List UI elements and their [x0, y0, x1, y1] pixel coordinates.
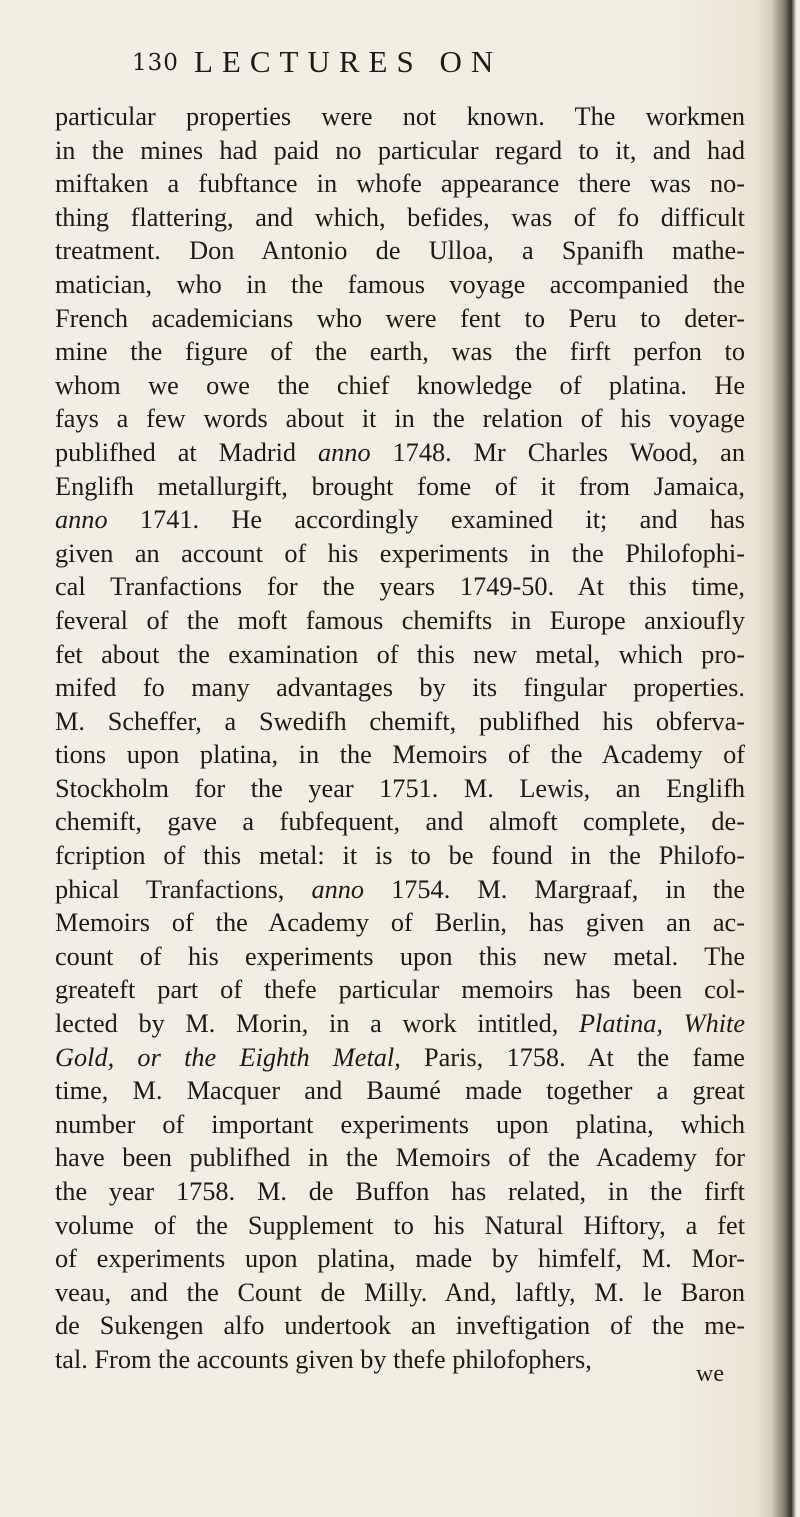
- italic-text: Platina, White: [578, 1009, 745, 1039]
- text-line: [55, 1074, 745, 1108]
- text-segment: fcription of this metal: it is to be found in the Philofo-: [55, 841, 745, 871]
- text-segment: particular properties were not known. The workmen: [55, 102, 745, 131]
- text-line: [55, 1209, 745, 1243]
- text-segment: count of his experiments upon this new metal. The: [55, 941, 745, 971]
- text-segment: publifhed at Madrid: [55, 437, 318, 467]
- text-segment: the year 1758. M. de Buffon has related, in the firft: [55, 1177, 745, 1206]
- text-line: [55, 671, 745, 705]
- text-segment: 1741. He accordingly examined it; and has: [107, 505, 745, 535]
- italic-text: anno: [311, 874, 365, 904]
- text-segment: M. Scheffer, a Swedifh chemift, publifhed his obferva-: [55, 706, 745, 736]
- text-segment: matician, who in the famous voyage accompanied the: [55, 269, 745, 299]
- text-line: [55, 537, 745, 571]
- text-line: [55, 335, 745, 369]
- text-line: [55, 503, 745, 537]
- text-segment: Stockholm for the year 1751. M. Lewis, an Englifh: [55, 773, 745, 803]
- page-number: 130: [132, 50, 179, 76]
- text-line: [55, 570, 745, 604]
- running-title: LECTURES ON: [194, 44, 503, 79]
- text-line: [55, 1175, 745, 1209]
- text-line: [55, 772, 745, 806]
- text-segment: have been publifhed in the Memoirs of the Academy for: [55, 1143, 745, 1173]
- text-segment: miftaken a fubftance in whofe appearance there was no-: [55, 169, 745, 199]
- text-line: [55, 638, 745, 672]
- text-line: [55, 1007, 745, 1041]
- text-line: [55, 402, 745, 436]
- text-line: [55, 805, 745, 839]
- text-segment: 1754. M. Margraaf, in the: [364, 874, 745, 904]
- text-segment: mifed fo many advantages by its fingular properties.: [55, 673, 745, 703]
- text-line: [55, 1108, 745, 1142]
- text-segment: fet about the examination of this new metal, which pro-: [55, 639, 745, 669]
- italic-text: Gold, or the Eighth Metal,: [55, 1042, 401, 1072]
- text-line: [55, 234, 745, 268]
- catchword: we: [696, 1361, 724, 1387]
- text-segment: veau, and the Count de Milly. And, laftly, M. le Baron: [55, 1277, 745, 1307]
- text-line: [55, 940, 745, 974]
- text-line: [55, 436, 745, 470]
- text-line: [55, 167, 745, 201]
- text-line: [55, 470, 745, 504]
- text-line: [55, 1343, 745, 1377]
- text-segment: French academicians who were fent to Peru to deter-: [55, 303, 745, 333]
- page-header: [132, 44, 652, 84]
- text-segment: chemift, gave a fubfequent, and almoft complete, de-: [55, 807, 745, 837]
- text-segment: in the mines had paid no particular regard to it, and had: [55, 135, 745, 165]
- text-segment: Paris, 1758. At the fame: [400, 1042, 745, 1072]
- text-segment: tal. From the accounts given by thefe philofophers,: [55, 1344, 592, 1374]
- text-segment: volume of the Supplement to his Natural Hiftory, a fet: [55, 1210, 745, 1240]
- text-line: [55, 369, 745, 403]
- text-line: [55, 705, 745, 739]
- text-segment: thing flattering, and which, befides, was of fo difficult: [55, 202, 745, 232]
- text-segment: phical Tranfactions,: [55, 874, 312, 904]
- text-line: [55, 873, 745, 907]
- text-segment: time, M. Macquer and Baumé made together a great: [55, 1076, 745, 1106]
- text-line: [55, 201, 745, 235]
- text-line: [55, 134, 745, 168]
- text-segment: Memoirs of the Academy of Berlin, has given an ac-: [55, 908, 745, 938]
- text-line: [55, 268, 745, 302]
- text-line: [55, 1141, 745, 1175]
- text-segment: number of important experiments upon platina, which: [55, 1109, 745, 1139]
- text-segment: given an account of his experiments in the Philofophi-: [55, 538, 745, 568]
- text-line: [55, 100, 745, 134]
- body-text: [55, 100, 745, 1377]
- text-segment: Englifh metallurgift, brought fome of it from Jamaica,: [55, 471, 745, 501]
- text-segment: tions upon platina, in the Memoirs of the Academy of: [55, 740, 745, 770]
- text-segment: de Sukengen alfo undertook an inveftigation of the me-: [55, 1311, 745, 1341]
- text-segment: mine the figure of the earth, was the firft perfon to: [55, 337, 745, 367]
- text-line: [55, 839, 745, 873]
- text-segment: 1748. Mr Charles Wood, an: [370, 437, 745, 467]
- text-segment: fays a few words about it in the relation of his voyage: [55, 404, 745, 434]
- text-line: [55, 906, 745, 940]
- text-segment: feveral of the moft famous chemifts in Europe anxioufly: [55, 605, 745, 635]
- italic-text: anno: [318, 437, 371, 467]
- text-segment: of experiments upon platina, made by himfelf, M. Mor-: [55, 1244, 745, 1274]
- text-line: [55, 973, 745, 1007]
- text-segment: greateft part of thefe particular memoirs has been col-: [55, 975, 745, 1005]
- italic-text: anno: [55, 505, 108, 535]
- text-line: [55, 1041, 745, 1075]
- text-line: [55, 1242, 745, 1276]
- text-line: [55, 604, 745, 638]
- text-line: [55, 1276, 745, 1310]
- text-line: [55, 302, 745, 336]
- binding-edge-shadow: [756, 0, 800, 1517]
- text-segment: lected by M. Morin, in a work intitled,: [55, 1009, 579, 1039]
- text-line: [55, 1309, 745, 1343]
- text-segment: treatment. Don Antonio de Ulloa, a Spanifh mathe-: [55, 236, 745, 266]
- text-segment: cal Tranfactions for the years 1749-50. At this time,: [55, 572, 745, 602]
- text-line: [55, 738, 745, 772]
- text-segment: whom we owe the chief knowledge of platina. He: [55, 370, 745, 400]
